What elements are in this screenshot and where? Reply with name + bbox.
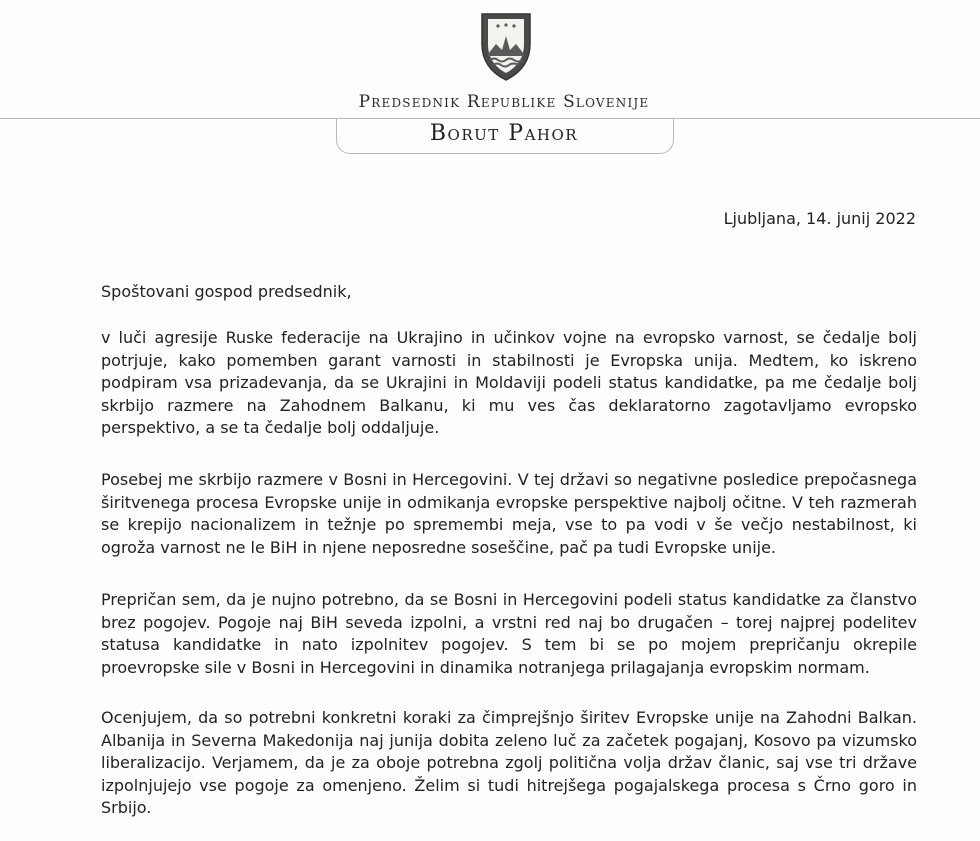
salutation: Spoštovani gospod predsednik, [101,282,352,301]
paragraph-1: v luči agresije Ruske federacije na Ukrajino in učinkov vojne na evropsko varnost, se čedalje bolj potrjuje, kako pomemben garant varnosti in stabilnosti je Evropska unija. Medtem, ko iskreno podpiram vsa prizadevanja, da se Ukrajini in Moldaviji podeli status kandidatke, pa me čedalje bolj skrbijo razmere na Zahodnem Balkanu, ki mu ves čas deklaratorno zagotavljamo evropsko perspektivo, a se ta čedalje bolj oddaljuje. [101,328,917,437]
president-name: Borut Pahor [429,121,579,146]
letter-date: Ljubljana, 14. junij 2022 [723,209,916,228]
paragraph-3: Prepričan sem, da je nujno potrebno, da se Bosni in Hercegovini podeli status kandidatke za članstvo brez pogojev. Pogoje naj BiH seveda izpolni, a vrstni red naj bo drugačen – torej najprej podelitev statusa kandidatke in nato izpolnitev pogojev. S tem bi se po mojem prepričanju okrepile proevropske sile v Bosni in Hercegovini in dinamika notranjega prilagajanja evropskim normam. [101,590,917,677]
paragraph-4: Ocenjujem, da so potrebni konkretni koraki za čimprejšnjo širitev Evropske unije na Zahodni Balkan. Albanija in Severna Makedonija naj junija dobita zeleno luč za začetek pogajanj, Kosovo pa vizumsko liberalizacijo. Verjamem, da je za oboje potrebna zgolj politična volja držav članic, saj vse tri države izpolnjujejo vse pogoje za omenjeno. Želim si tudi hitrejšega pogajalskega procesa s Črno goro in Srbijo. [101,708,917,817]
letterhead [0,0,980,160]
coat-of-arms-icon [476,10,536,82]
paragraph-2: Posebej me skrbijo razmere v Bosni in Hercegovini. V tej državi so negativne posledice prepočasnega širitvenega procesa Evropske unije in odmikanja evropske perspektive najbolj očitne. V teh razmerah se krepijo nacionalizem in težnje po spremembi meja, vse to pa vodi v še večjo nestabilnost, ki ogroža varnost ne le BiH in njene neposredne soseščine, pač pa tudi Evropske unije. [101,470,917,557]
office-title: Predsednik Republike Slovenije [358,92,650,112]
